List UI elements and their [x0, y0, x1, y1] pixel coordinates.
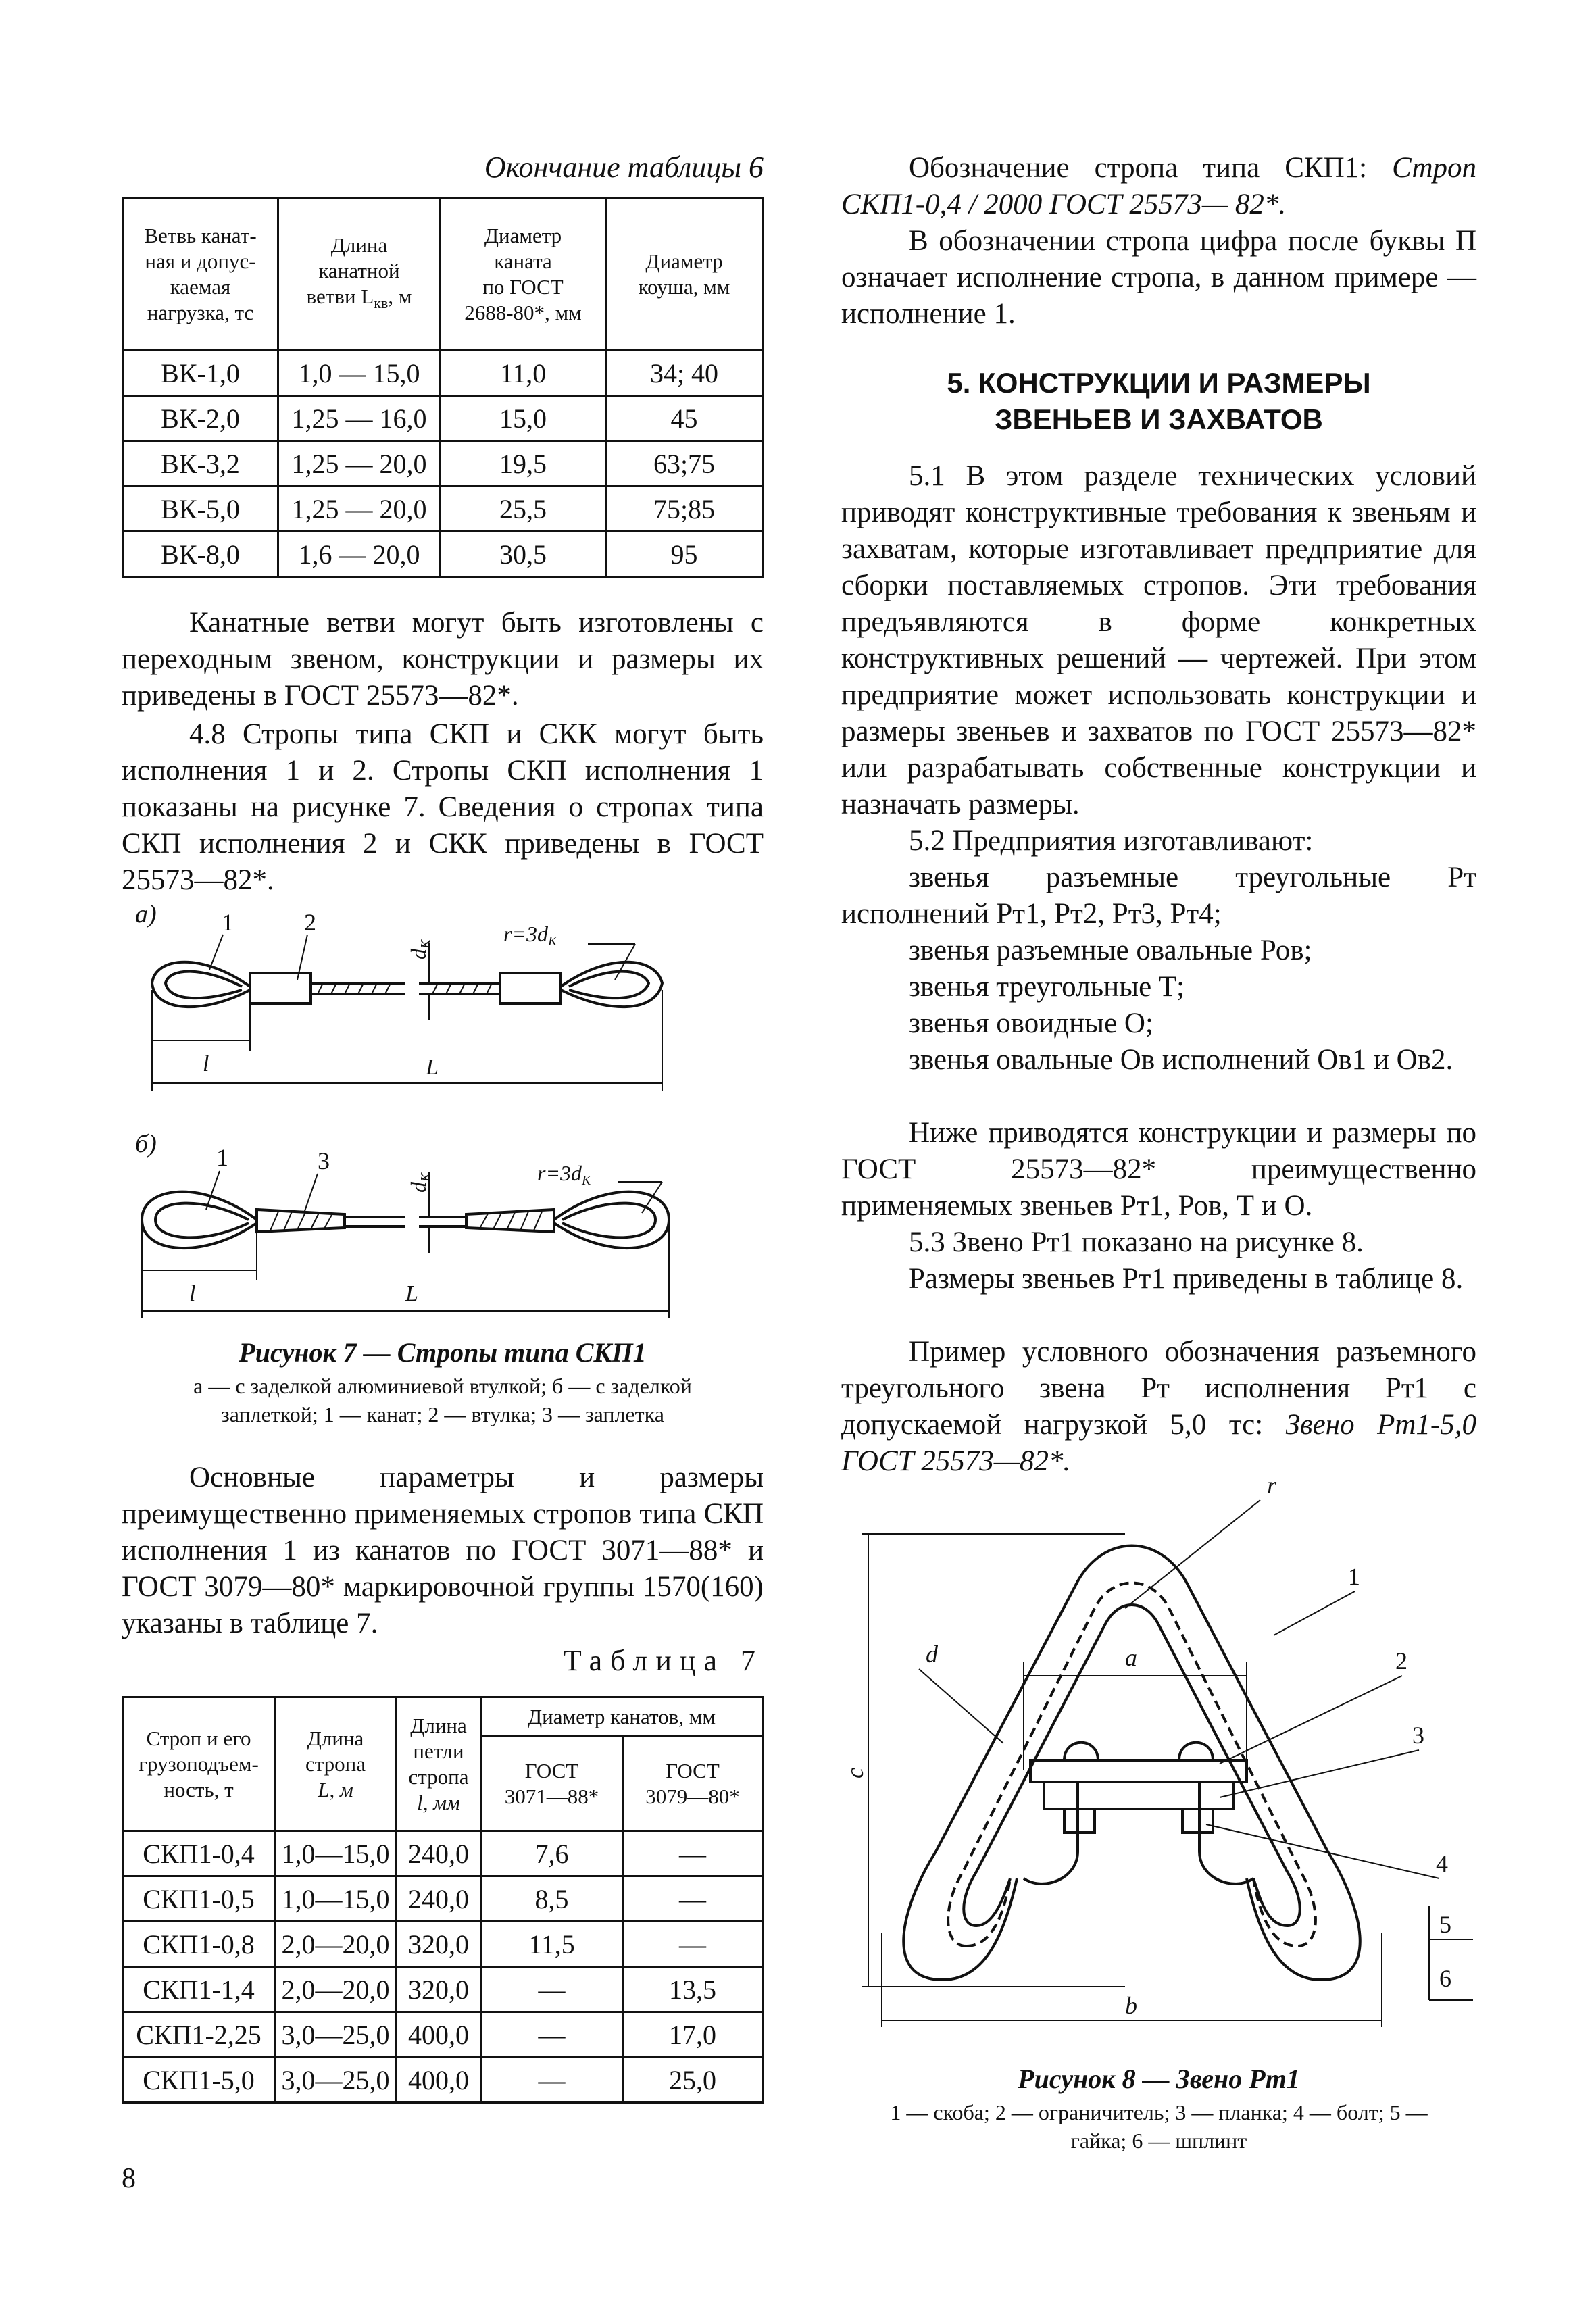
page-number: 8	[122, 2163, 136, 2194]
figure8-callout-6: 6	[1439, 1965, 1451, 1992]
figure7a-dk-label: dК	[406, 939, 433, 960]
figure7b-right-loop	[554, 1192, 669, 1248]
paragraph-designation-note: В обозначении стропа цифра после буквы П означает исполнение стропа, в данном примере — исполнение 1.	[841, 225, 1476, 330]
figure8-limiter	[1044, 1782, 1233, 1809]
paragraph-5-3: 5.3 Звено Рт1 показано на рисунке 8.	[909, 1226, 1364, 1258]
figure7-caption-title: Рисунок 7 — Стропы типа СКП1	[239, 1337, 647, 1368]
table7-caption: Таблица 7	[563, 1644, 764, 1677]
paragraph-example: Пример условного обозначения разъемного треугольного звена Рт исполнения Рт1 с допускаемой нагрузкой 5,0 тс: Звено Рт1-5,0 ГОСТ 25573—82*.	[841, 1336, 1476, 1477]
figure8-c-label: c	[841, 1768, 868, 1778]
table-row: ВК-3,2 1,25 — 20,0 19,5 63;75	[123, 441, 763, 487]
paragraph-rope-branches: Канатные ветви могут быть изготовлены с переходным звеном, конструкции и размеры их приведены в ГОСТ 25573—82*.	[122, 607, 764, 712]
figure8-callout-3: 3	[1412, 1722, 1424, 1749]
figure7-caption	[122, 1338, 764, 1428]
figure8-drawing	[841, 1473, 1476, 2034]
list-item: звенья разъемные овальные Ров;	[909, 935, 1312, 966]
figure8-d-label: d	[926, 1641, 938, 1668]
list-item: звенья овоидные О;	[909, 1007, 1153, 1039]
figure8-plate	[1030, 1760, 1247, 1782]
section-heading: 5. КОНСТРУКЦИИ И РАЗМЕРЫ ЗВЕНЬЕВ И ЗАХВАТОВ	[947, 367, 1371, 435]
paragraph-designation: Обозначение стропа типа СКП1: Строп СКП1-0,4 / 2000 ГОСТ 25573— 82*.	[841, 152, 1476, 220]
table6-header-rope-diameter: Диаметр каната по ГОСТ 2688-80*, мм	[441, 199, 606, 351]
figure8-caption-legend-2: гайка; 6 — шплинт	[1070, 2129, 1247, 2153]
figure7-label-b: б)	[135, 1130, 157, 1158]
table7-header-gost3079: ГОСТ 3079—80*	[623, 1737, 763, 1831]
figure7-callout-2: 2	[304, 909, 316, 936]
table6-caption: Окончание таблицы 6	[484, 151, 764, 184]
figure8-r-label: r	[1267, 1473, 1277, 1499]
table6-header-row	[123, 199, 763, 351]
figure7b-callout-1: 1	[216, 1144, 228, 1171]
figure7b-L-label: L	[405, 1281, 418, 1306]
figure7b-l-label: l	[189, 1281, 196, 1306]
table7	[122, 1696, 764, 2104]
figure7-drawing	[122, 902, 764, 1335]
figure7-label-a: а)	[135, 902, 157, 928]
table-row: ВК-1,0 1,0 — 15,0 11,0 34; 40	[123, 351, 763, 396]
table6-header-thimble-diameter: Диаметр коуша, мм	[606, 199, 763, 351]
paragraph-5-2: 5.2 Предприятия изготавливают:	[909, 825, 1314, 857]
figure7b-dk-label: dК	[406, 1172, 433, 1193]
table-row: ВК-2,0 1,25 — 16,0 15,0 45	[123, 396, 763, 441]
table-row: СКП1-5,0 3,0—25,0 400,0 — 25,0	[123, 2058, 763, 2103]
table7-header-length: Длина стропа L, м	[275, 1697, 397, 1831]
list-item: звенья треугольные Т;	[909, 971, 1185, 1003]
table-row: СКП1-2,25 3,0—25,0 400,0 — 17,0	[123, 2012, 763, 2058]
figure7a-l-label: l	[203, 1051, 209, 1076]
figure7b-callout-3: 3	[318, 1147, 330, 1174]
table7-header-rope-diameters: Диаметр канатов, мм	[481, 1697, 763, 1737]
table-row: ВК-8,0 1,6 — 20,0 30,5 95	[123, 532, 763, 577]
figure7a-L-label: L	[426, 1055, 439, 1080]
table6-header-length: Длина канатной ветви $L_{кв}$, м	[278, 199, 441, 351]
table-row: ВК-5,0 1,25 — 20,0 25,5 75;85	[123, 487, 763, 532]
table-row: СКП1-1,4 2,0—20,0 320,0 — 13,5	[123, 1967, 763, 2012]
table7-header-gost3071: ГОСТ 3071—88*	[481, 1737, 623, 1831]
figure8-caption-legend-1: 1 — скоба; 2 — ограничитель; 3 — планка; 4 — болт; 5 —	[890, 2100, 1428, 2124]
figure8-shackle-inner	[948, 1583, 1316, 1947]
figure8-bolt-left	[1064, 1743, 1098, 1760]
figure8-callout-4: 4	[1436, 1850, 1448, 1877]
table7-header-row-1	[123, 1697, 763, 1737]
figure8-callout-2: 2	[1395, 1647, 1407, 1674]
list-item: звенья овальные Ов исполнений Ов1 и Ов2.	[909, 1044, 1453, 1076]
table7-header-loop-length: Длина петли стропа l, мм	[397, 1697, 481, 1831]
figure7a-radius-label: r=3dК	[503, 922, 557, 949]
figure7-callout-1: 1	[222, 909, 234, 936]
figure7b-left-splice	[257, 1210, 345, 1232]
figure8-callout-5: 5	[1439, 1911, 1451, 1938]
table6	[122, 197, 764, 578]
figure7b-left-loop	[142, 1192, 257, 1248]
figure7-caption-legend-2: заплеткой; 1 — канат; 2 — втулка; 3 — заплетка	[221, 1402, 664, 1426]
paragraph-below: Ниже приводятся конструкции и размеры по ГОСТ 25573—82* преимущественно применяемых звеньев Рт1, Ров, Т и О.	[841, 1117, 1476, 1222]
table-row: СКП1-0,5 1,0—15,0 240,0 8,5 —	[123, 1876, 763, 1922]
table-row: СКП1-0,8 2,0—20,0 320,0 11,5 —	[123, 1922, 763, 1967]
figure7a-right-sleeve	[500, 973, 561, 1003]
table7-header-sling: Строп и его грузоподъем- ность, т	[123, 1697, 275, 1831]
paragraph-5-1: 5.1 В этом разделе технических условий приводят конструктивные требования к звеньям и захватам, которые изготавливает предприятие для сборки поставляемых стропов. Эти требования предъявляются в форме конкретных конструктивных решений — чертежей. При этом предприятие может использовать конструкции и размеры звеньев и захватов по ГОСТ 25573—82* или разрабатывать собственные конструкции и назначать размеры.	[841, 460, 1476, 820]
paragraph-sizes: Размеры звеньев Рт1 приведены в таблице 8.	[909, 1263, 1464, 1295]
paragraph-4-8: 4.8 Стропы типа СКП и СКК могут быть исполнения 1 и 2. Стропы СКП исполнения 1 показаны на рисунке 7. Сведения о стропах типа СКП исполнения 2 и СКК приведены в ГОСТ 25573—82*.	[122, 718, 764, 896]
figure8-b-label: b	[1125, 1992, 1137, 2019]
paragraph-main-params: Основные параметры и размеры преимущественно применяемых стропов типа СКП исполнения 1 из канатов по ГОСТ 3071—88* и ГОСТ 3079—80* маркировочной группы 1570(160) указаны в таблице 7.	[122, 1462, 764, 1639]
figure8-caption-title: Рисунок 8 — Звено Рт1	[1018, 2064, 1300, 2094]
figure8-shackle-outer	[903, 1546, 1360, 1981]
table-row: СКП1-0,4 1,0—15,0 240,0 7,6 —	[123, 1831, 763, 1876]
figure8-bolt-right	[1179, 1743, 1213, 1760]
figure7-caption-legend-1: а — с заделкой алюминиевой втулкой; б — с заделкой	[193, 1374, 692, 1398]
table6-header-branch: Ветвь канат- ная и допус- каемая нагрузка, тс	[123, 199, 278, 351]
figure8-callout-1: 1	[1348, 1563, 1360, 1590]
figure8-caption	[841, 2064, 1476, 2155]
figure8-a-label: a	[1125, 1644, 1137, 1671]
figure7b-radius-label: r=3dК	[537, 1161, 591, 1188]
list-item: звенья разъемные треугольные Рт исполнений Рт1, Рт2, Рт3, Рт4;	[841, 862, 1476, 930]
figure7a-left-sleeve	[250, 973, 311, 1003]
